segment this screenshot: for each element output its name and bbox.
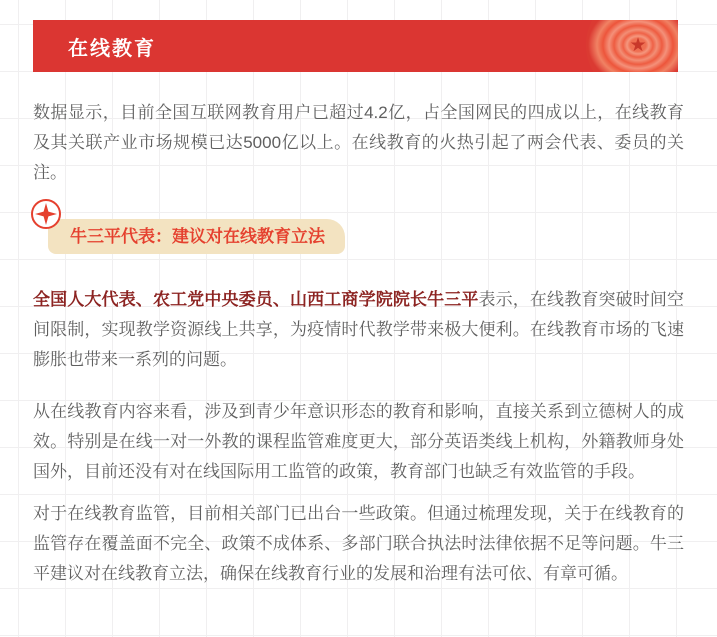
- article-body-continued: [33, 285, 684, 589]
- section-heading-row: [33, 197, 717, 255]
- article-header-banner: [33, 20, 678, 72]
- representative-name-lead: 全国人大代表、农工党中央委员、山西工商学院院长牛三平: [33, 290, 479, 309]
- paragraph-representative-rest: 表示，在线教育突破时间空间限制，实现教学资源线上共享，为疫情时代教学带来极大便利。在线教育市场的飞速膨胀也带来一系列的问题。: [33, 290, 685, 369]
- ripple-emblem-icon: [586, 20, 678, 72]
- article-title: 在线教育: [68, 37, 156, 60]
- sparkle-star-icon: [31, 199, 61, 229]
- star-icon: ★: [629, 33, 647, 56]
- four-point-star-shape: [35, 203, 57, 225]
- paragraph-representative: [33, 285, 684, 375]
- article-body: [33, 98, 684, 188]
- intro-paragraph: 数据显示，目前全国互联网教育用户已超过4.2亿，占全国网民的四成以上，在线教育及其关联产业市场规模已达5000亿以上。在线教育的火热引起了两会代表、委员的关注。: [33, 103, 684, 182]
- paragraph-regulation: 对于在线教育监管，目前相关部门已出台一些政策。但通过梳理发现，关于在线教育的监管存在覆盖面不完全、政策不成体系、多部门联合执法时法律依据不足等问题。牛三平建议对在线教育立法，确保在线教育行业的发展和治理有法可依、有章可循。: [33, 504, 684, 583]
- section-heading-badge: 牛三平代表：建议对在线教育立法: [48, 219, 345, 254]
- paragraph-content-issues: 从在线教育内容来看，涉及到青少年意识形态的教育和影响，直接关系到立德树人的成效。特别是在线一对一外教的课程监管难度更大，部分英语类线上机构，外籍教师身处国外，目前还没有对在线国际用工监管的政策，教育部门也缺乏有效监管的手段。: [33, 402, 684, 481]
